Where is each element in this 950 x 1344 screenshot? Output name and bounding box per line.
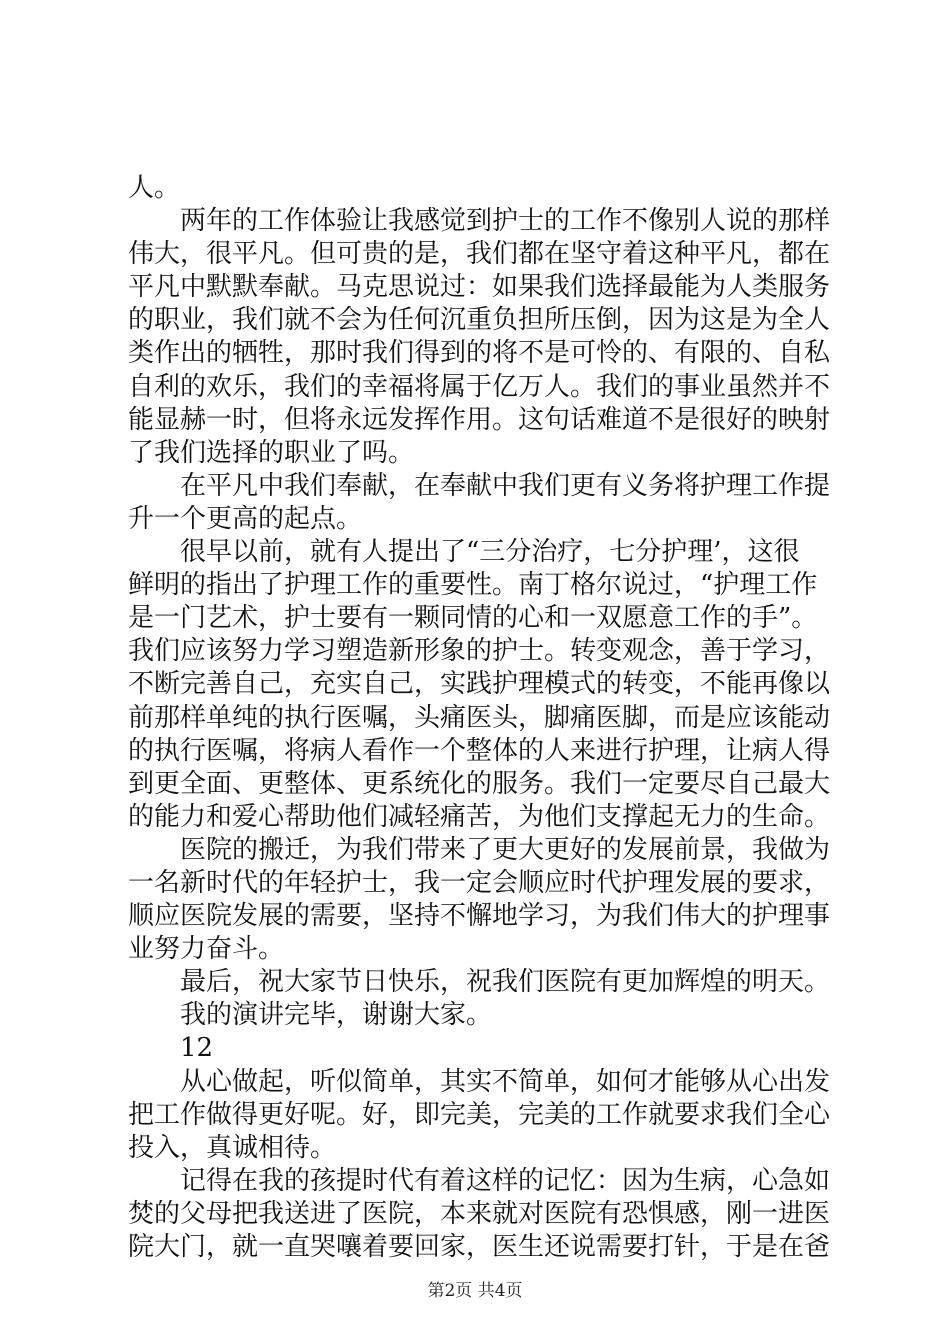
text-line: 鲜明的指出了护理工作的重要性。南丁格尔说过，“护理工作 <box>128 570 818 601</box>
text-line: 人。 <box>128 173 181 203</box>
body-text <box>128 172 831 1264</box>
text-line: 的职业，我们就不会为任何沉重负担所压倒，因为这是为全人 <box>128 305 831 336</box>
text-line: 投入，真诚相待。 <box>128 1132 337 1163</box>
text-line: 前那样单纯的执行医嘱，头痛医头，脚痛医脚，而是应该能动 <box>128 702 831 733</box>
text-line: 类作出的牺牲，那时我们得到的将不是可怜的、有限的、自私 <box>128 338 831 369</box>
text-line: 升一个更高的起点。 <box>128 503 363 534</box>
text-line: 的能力和爱心帮助他们减轻痛苦，为他们支撑起无力的生命。 <box>128 801 831 832</box>
text-line: 我的演讲完毕，谢谢大家。 <box>180 1000 493 1031</box>
text-line: 了我们选择的职业了吗。 <box>128 437 415 468</box>
text-line: 在平凡中我们奉献，在奉献中我们更有义务将护理工作提 <box>180 470 831 501</box>
text-line: 的执行医嘱，将病人看作一个整体的人来进行护理，让病人得 <box>128 735 831 766</box>
text-line: 自利的欢乐，我们的幸福将属于亿万人。我们的事业虽然并不 <box>128 371 831 402</box>
text-line: 能显赫一时，但将永远发挥作用。这句话难道不是很好的映射 <box>128 404 831 435</box>
text-line: 最后，祝大家节日快乐，祝我们医院有更加辉煌的明天。 <box>180 967 831 998</box>
text-line: 伟大，很平凡。但可贵的是，我们都在坚守着这种平凡，都在 <box>128 239 831 270</box>
text-line: 不断完善自己，充实自己，实践护理模式的转变，不能再像以 <box>128 669 831 700</box>
text-line: 两年的工作体验让我感觉到护士的工作不像别人说的那样 <box>180 206 831 237</box>
text-line: 业努力奋斗。 <box>128 934 285 965</box>
text-line: 从心做起，听似简单，其实不简单，如何才能够从心出发 <box>180 1066 831 1097</box>
text-line: 院大门，就一直哭嚷着要回家，医生还说需要打针，于是在爸 <box>128 1232 831 1262</box>
text-line: 到更全面、更整体、更系统化的服务。我们一定要尽自己最大 <box>128 768 831 799</box>
text-line: 记得在我的孩提时代有着这样的记忆：因为生病，心急如 <box>180 1165 831 1196</box>
text-line: 12 <box>180 1033 214 1064</box>
text-line: 平凡中默默奉献。马克思说过：如果我们选择最能为人类服务 <box>128 272 831 303</box>
text-line: 焚的父母把我送进了医院，本来就对医院有恐惧感，刚一进医 <box>128 1198 831 1229</box>
page-footer: 第2页 共4页 <box>427 1281 523 1301</box>
text-line: 是一门艺术，护士要有一颗同情的心和一双愿意工作的手”。 <box>128 603 818 634</box>
text-line: 一名新时代的年轻护士，我一定会顺应时代护理发展的要求， <box>128 867 831 898</box>
text-line: 我们应该努力学习塑造新形象的护士。转变观念，善于学习， <box>128 636 831 667</box>
text-line: 很早以前，就有人提出了“三分治疗，七分护理’，这很 <box>180 537 800 568</box>
text-line: 医院的搬迁，为我们带来了更大更好的发展前景，我做为 <box>180 834 831 865</box>
text-line: 顺应医院发展的需要，坚持不懈地学习，为我们伟大的护理事 <box>128 901 831 932</box>
text-line: 把工作做得更好呢。好，即完美，完美的工作就要求我们全心 <box>128 1099 831 1130</box>
